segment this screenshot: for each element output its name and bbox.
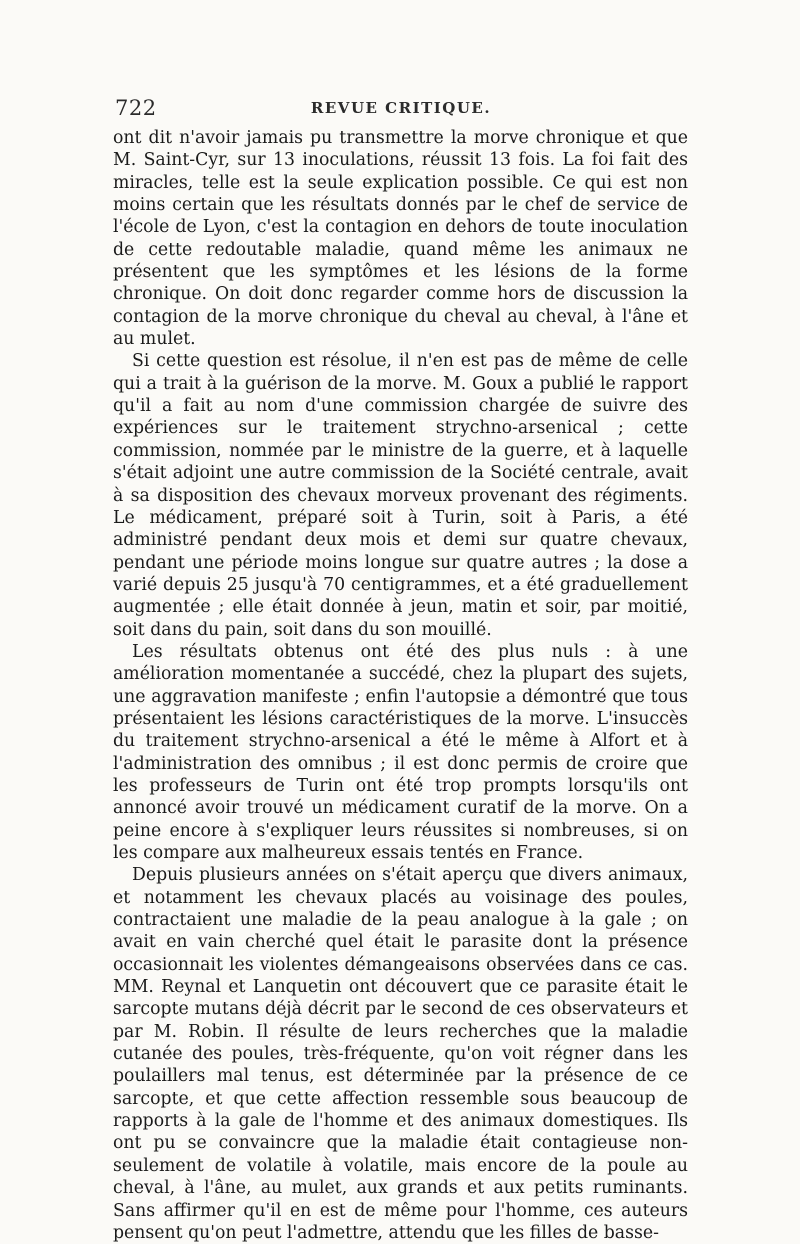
paragraph-1: ont dit n'avoir jamais pu transmettre la morve chronique et que M. Saint-Cyr, sur 13 inoculations, réussit 13 fois. La foi fait des miracles, telle est la seule explication possible. Ce qui est non moins certain que les résultats donnés par le chef de service de l'école de Lyon, c'est la contagion en dehors de toute inoculation de cette redoutable maladie, quand même les animaux ne présentent que les symptômes et les lésions de la forme chronique. On doit donc regarder comme hors de discussion la contagion de la morve chronique du cheval au cheval, à l'âne et au mulet. [113, 128, 688, 350]
paragraph-4: Depuis plusieurs années on s'était aperçu que divers animaux, et notamment les chevaux placés au voisinage des poules, contractaient une maladie de la peau analogue à la gale ; on avait en vain cherché quel était le parasite dont la présence occasionnait les violentes démangeaisons observées dans ce cas. MM. Reynal et Lanquetin ont découvert que ce parasite était le sarcopte mutans déjà décrit par le second de ces observateurs et par M. Robin. Il résulte de leurs recherches que la maladie cutanée des poules, très-fréquente, qu'on voit régner dans les poulaillers mal tenus, est déterminée par la présence de ce sarcopte, et que cette affection ressemble sous beaucoup de rapports à la gale de l'homme et des animaux domestiques. Ils ont pu se convaincre que la maladie était contagieuse non-seulement de volatile à volatile, mais encore de la poule au cheval, à l'âne, au mulet, aux grands et aux petits ruminants. Sans affirmer qu'il en est de même pour l'homme, ces auteurs pensent qu'on peut l'admettre, attendu que les filles de basse- [113, 865, 688, 1243]
body-text [113, 127, 688, 1244]
page-number: 722 [115, 96, 157, 120]
paragraph-3: Les résultats obtenus ont été des plus nuls : à une amélioration momentanée a succédé, chez la plupart des sujets, une aggravation manifeste ; enfin l'autopsie a démontré que tous présentaient les lésions caractéristiques de la morve. L'insuccès du traitement strychno-arsenical a été le même à Alfort et à l'administration des omnibus ; il est donc permis de croire que les professeurs de Turin ont été trop prompts lorsqu'ils ont annoncé avoir trouvé un médicament curatif de la morve. On a peine encore à s'expliquer leurs réussites si nombreuses, si on les compare aux malheureux essais tentés en France. [113, 641, 688, 863]
paragraph-2: Si cette question est résolue, il n'en est pas de même de celle qui a trait à la guérison de la morve. M. Goux a publié le rapport qu'il a fait au nom d'une commission chargée de suivre des expériences sur le traitement strychno-arsenical ; cette commission, nommée par le ministre de la guerre, et à laquelle s'était adjoint une autre commission de la Société centrale, avait à sa disposition des chevaux morveux provenant des régiments. Le médicament, préparé soit à Turin, soit à Paris, a été administré pendant deux mois et demi sur quatre chevaux, pendant une période moins longue sur quatre autres ; la dose a varié depuis 25 jusqu'à 70 centigrammes, et a été graduellement augmentée ; elle était donnée à jeun, matin et soir, par moitié, soit dans du pain, soit dans du son mouillé. [113, 351, 688, 640]
page-header [115, 96, 687, 120]
running-head: REVUE CRITIQUE. [310, 99, 492, 117]
